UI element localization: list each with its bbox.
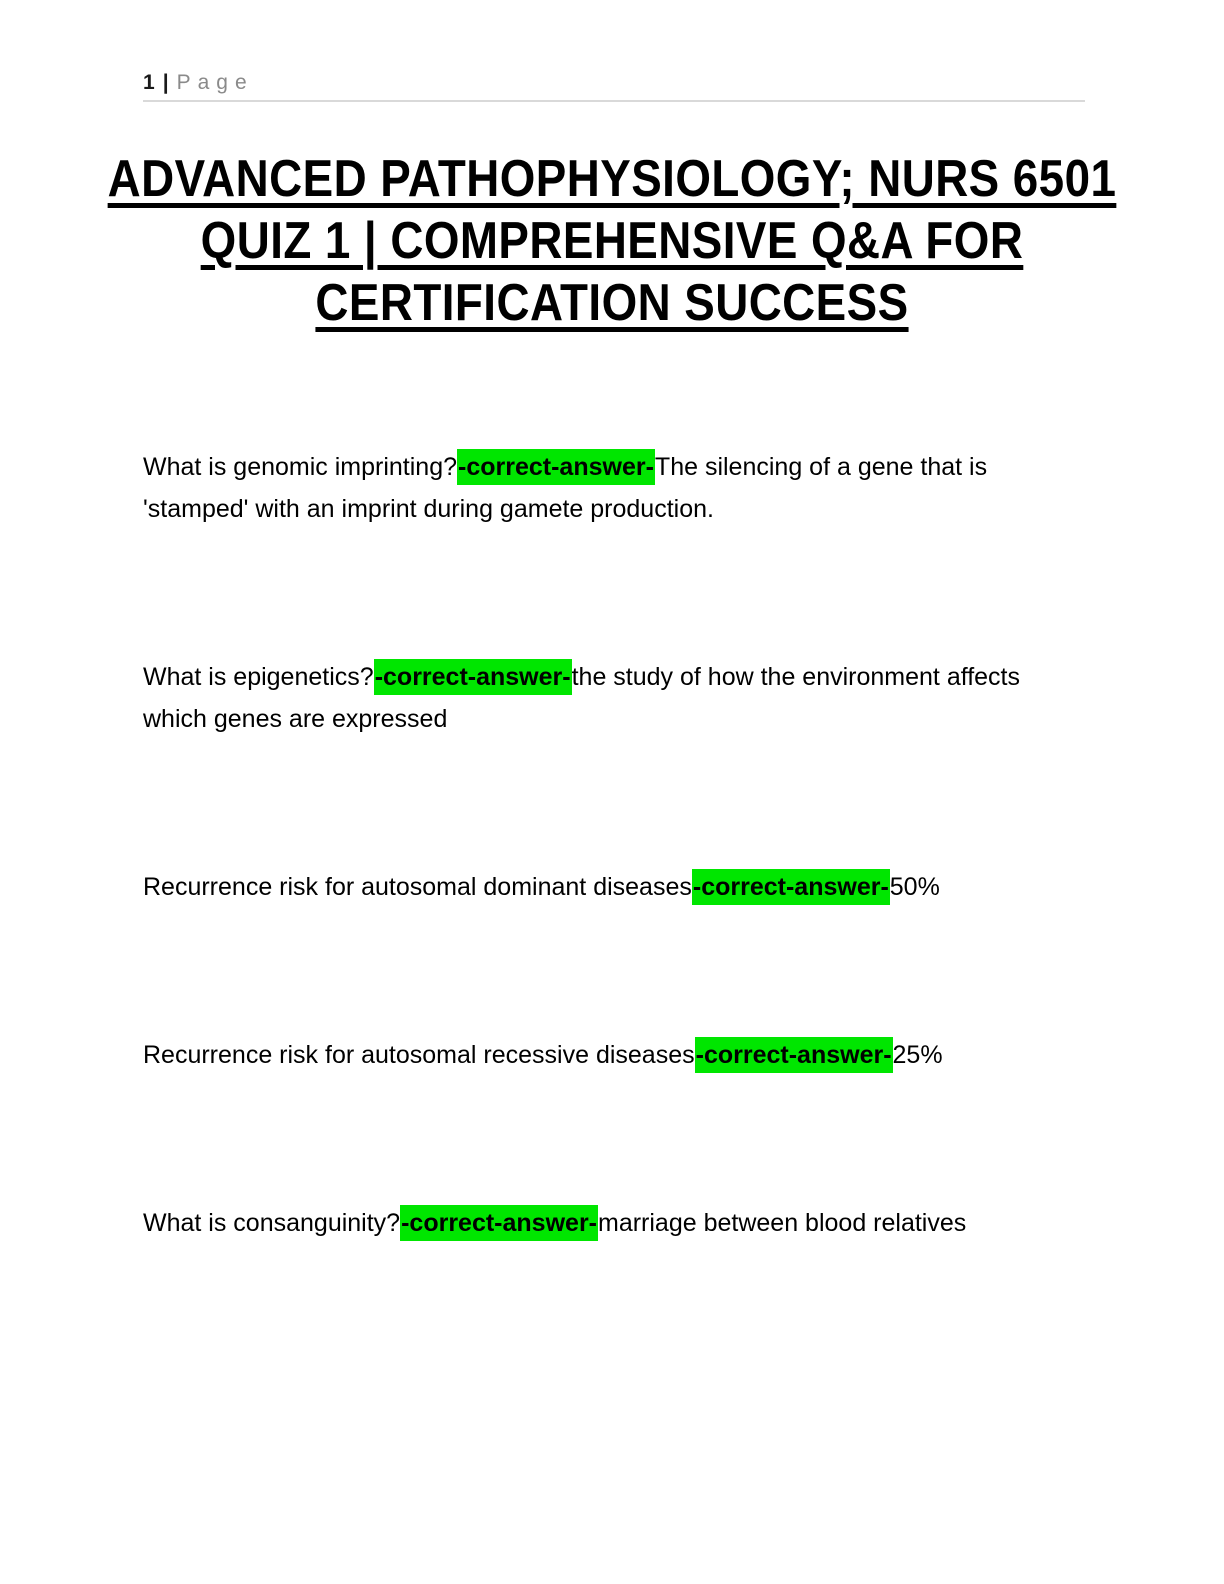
correct-answer-marker: -correct-answer-	[457, 449, 655, 485]
correct-answer-marker: -correct-answer-	[695, 1037, 893, 1073]
question-text: Recurrence risk for autosomal dominant diseases	[143, 873, 692, 901]
qa-item-genomic-imprinting	[143, 446, 1085, 530]
qa-list	[143, 446, 1085, 1244]
question-text: What is epigenetics?	[143, 663, 374, 691]
title-line-2: QUIZ 1 | COMPREHENSIVE Q&A FOR	[200, 212, 1024, 270]
question-text: Recurrence risk for autosomal recessive diseases	[143, 1041, 695, 1069]
question-text: What is consanguinity?	[143, 1209, 401, 1237]
page-number: 1	[143, 71, 155, 94]
qa-item-autosomal-dominant	[143, 866, 1085, 908]
title-line-1: ADVANCED PATHOPHYSIOLOGY; NURS 6501	[107, 150, 1117, 208]
document-title	[73, 148, 1150, 334]
qa-item-consanguinity	[143, 1202, 1085, 1244]
answer-text: 25%	[892, 1041, 943, 1069]
header-rule-divider	[143, 100, 1085, 102]
correct-answer-marker: -correct-answer-	[374, 659, 572, 695]
answer-text: the study of how the environment affects which genes are expressed	[143, 663, 1021, 733]
page-label: Page	[176, 71, 254, 94]
answer-text: marriage between blood relatives	[598, 1209, 967, 1237]
correct-answer-marker: -correct-answer-	[692, 869, 890, 905]
page-header	[143, 0, 1085, 95]
qa-item-autosomal-recessive	[143, 1034, 1085, 1076]
answer-text: The silencing of a gene that is 'stamped' with an imprint during gamete production.	[143, 453, 988, 523]
header-separator: |	[162, 71, 169, 94]
title-line-3: CERTIFICATION SUCCESS	[315, 274, 909, 332]
answer-text: 50%	[889, 873, 940, 901]
question-text: What is genomic imprinting?	[143, 453, 458, 481]
correct-answer-marker: -correct-answer-	[400, 1205, 598, 1241]
qa-item-epigenetics	[143, 656, 1085, 740]
